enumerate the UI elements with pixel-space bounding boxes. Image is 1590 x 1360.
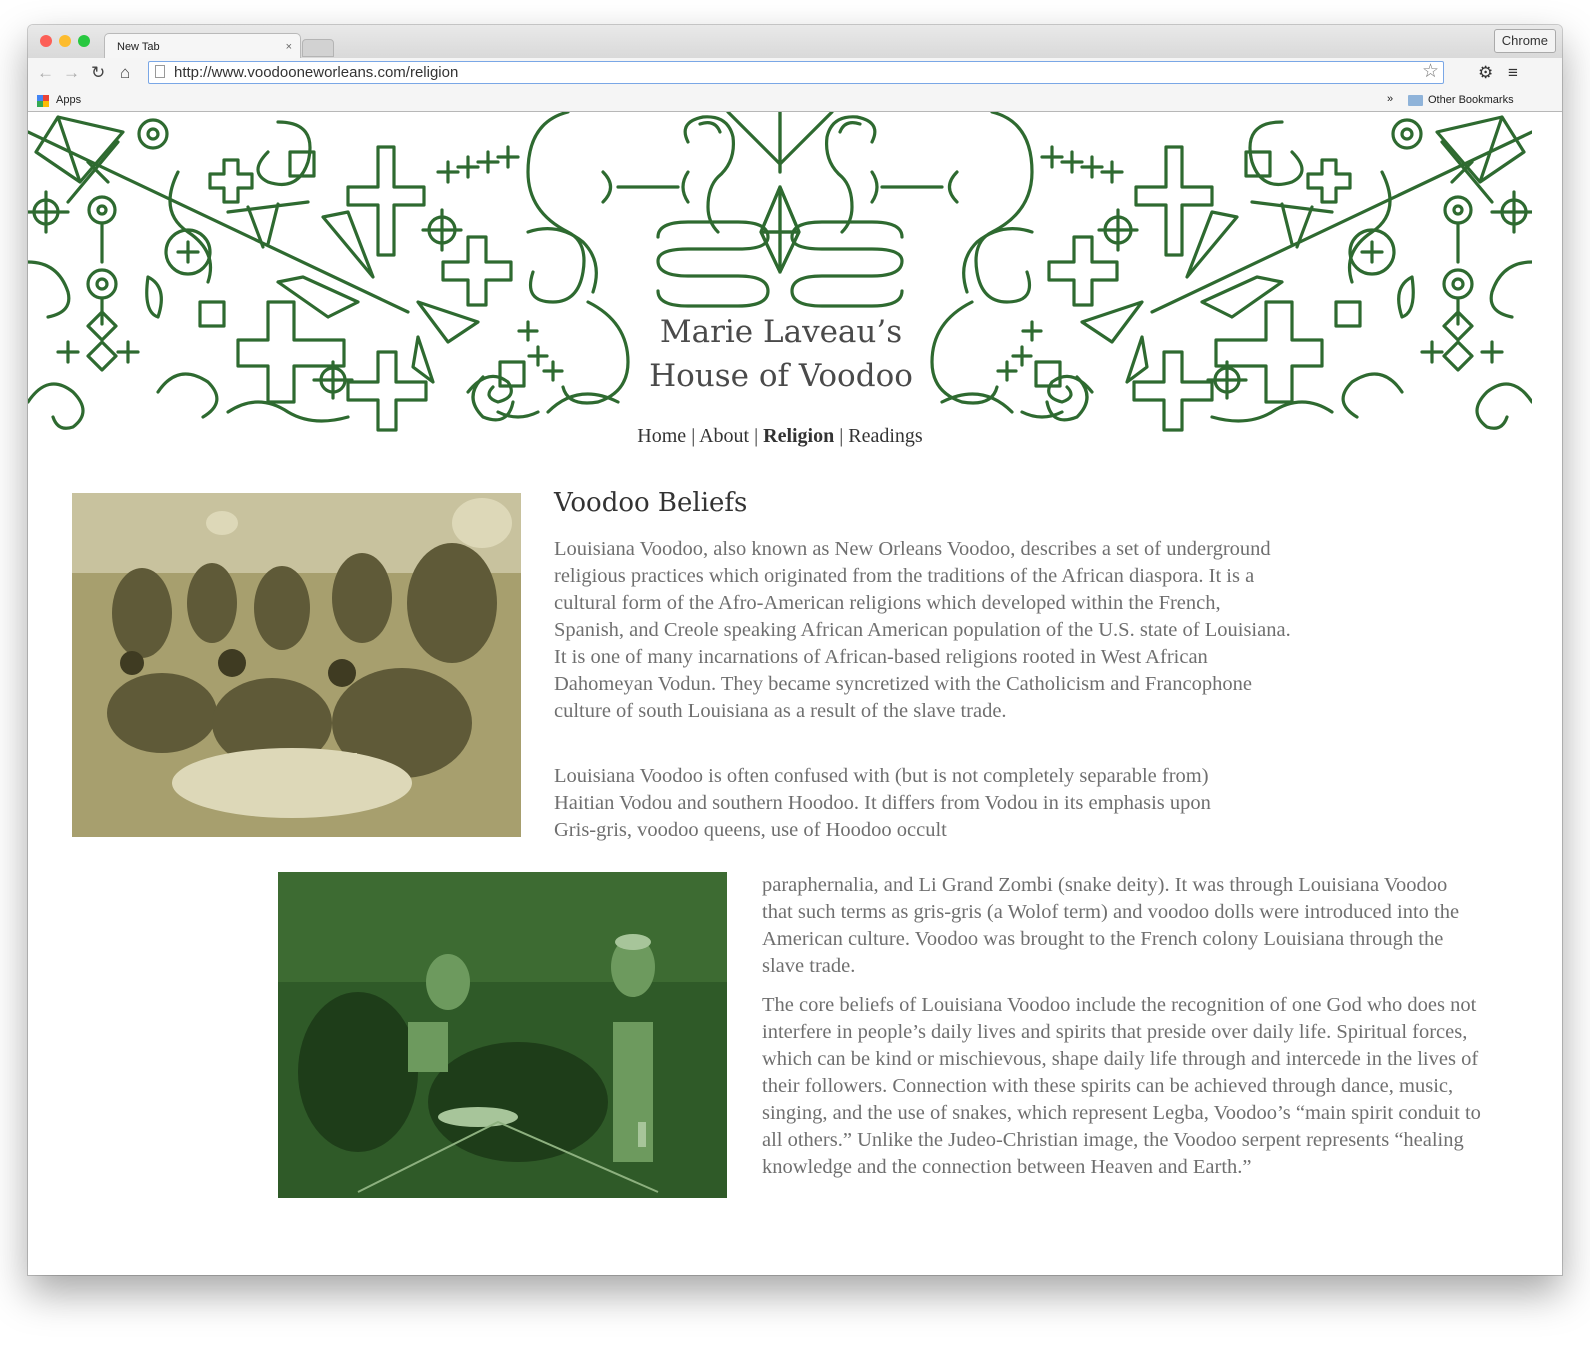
nav-readings[interactable]: Readings (848, 425, 923, 447)
profile-button[interactable]: Chrome (1494, 29, 1556, 53)
bookmarks-bar (28, 90, 1562, 112)
gear-icon[interactable]: ⚙ (1478, 63, 1494, 82)
page-content (28, 112, 1562, 1275)
nav-about[interactable]: About (699, 425, 750, 447)
bookmark-star-icon[interactable]: ☆ (1421, 61, 1439, 82)
tab-title: New Tab (117, 41, 160, 53)
browser-tab[interactable] (104, 33, 301, 58)
nav-religion[interactable]: Religion (763, 425, 835, 447)
address-bar[interactable] (148, 61, 1444, 84)
url-text[interactable]: http://www.voodooneworleans.com/religion (174, 64, 459, 81)
tab-close-icon[interactable]: × (285, 41, 292, 53)
altar-ceremony-photo (278, 872, 727, 1198)
title-bar (28, 25, 1562, 58)
page-icon (155, 65, 165, 78)
new-tab-button[interactable] (302, 39, 334, 57)
main-nav (28, 425, 1532, 448)
close-window-button[interactable] (40, 35, 52, 47)
browser-toolbar (28, 58, 1562, 90)
zoom-window-button[interactable] (78, 35, 90, 47)
home-icon[interactable]: ⌂ (120, 63, 131, 82)
ritual-dance-photo (72, 493, 521, 837)
bookmarks-overflow-button[interactable]: » (1387, 93, 1394, 105)
nav-separator: | (691, 425, 696, 447)
nav-home[interactable]: Home (637, 425, 687, 447)
browser-window (28, 25, 1562, 1275)
minimize-window-button[interactable] (59, 35, 71, 47)
other-bookmarks-link[interactable]: Other Bookmarks (1428, 94, 1514, 106)
paragraph-2b: paraphernalia, and Li Grand Zombi (snake deity). It was through Louisiana Voodoo that such terms as gris-gris (a Wolof term) and voodoo dolls were introduced into the American culture. Voodoo was brought to the French colony Louisiana through the slave trade. (762, 874, 1460, 977)
site-title (626, 310, 936, 398)
nav-separator: | (839, 425, 844, 447)
back-arrow-icon[interactable]: ← (37, 63, 54, 82)
paragraph-2a: Louisiana Voodoo is often confused with (but is not completely separable from) Haitian Vodou and southern Hoodoo. It differs from Vodou in its emphasis upon Gris-gris, voodoo queens, use of Hoodoo occult (554, 765, 1211, 841)
site-title-line2: House of Voodoo (649, 358, 913, 394)
site-title-line1: Marie Laveau’s (659, 314, 903, 350)
apps-grid-icon[interactable] (37, 95, 49, 107)
folder-icon (1408, 95, 1423, 106)
forward-arrow-icon[interactable]: → (63, 63, 80, 82)
paragraph-3: The core beliefs of Louisiana Voodoo include the recognition of one God who does not interfere in people’s daily lives and spirits that preside over daily life. Spiritual forces, which can be kind or mischievous, shape daily life through and intercede in the lives of their followers. Connection with these spirits can be achieved through dance, music, singing, and the use of snakes, which represent Legba, Voodoo’s “main spirit conduit to all others.” Unlike the Judeo-Christian image, the Voodoo serpent represents “healing knowledge and the connection between Heaven and Earth.” (762, 994, 1481, 1178)
section-title: Voodoo Beliefs (554, 488, 748, 518)
reload-icon[interactable]: ↻ (91, 63, 106, 82)
nav-separator: | (754, 425, 759, 447)
paragraph-1: Louisiana Voodoo, also known as New Orleans Voodoo, describes a set of underground religious practices which originated from the traditions of the African diaspora. It is a cultural form of the Afro-American religions which developed within the French, Spanish, and Creole speaking African American population of the U.S. state of Louisiana. It is one of many incarnations of African-based religions rooted in West African Dahomeyan Vodun. They became syncretized with the Catholicism and Francophone culture of south Louisiana as a result of the slave trade. (554, 538, 1291, 722)
apps-link[interactable]: Apps (56, 94, 82, 106)
menu-icon[interactable]: ≡ (1508, 63, 1518, 82)
